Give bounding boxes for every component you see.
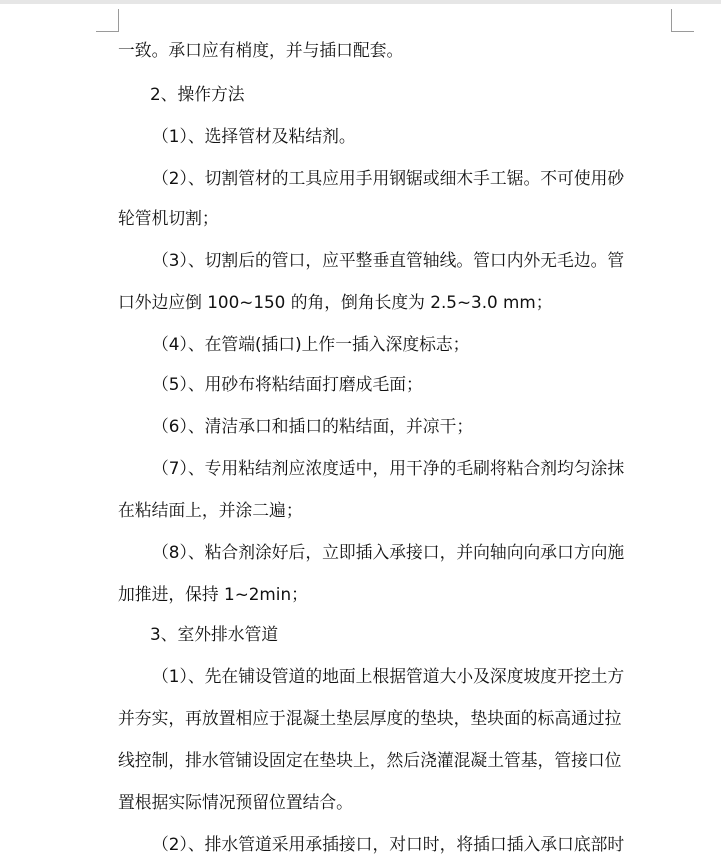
list-item: （6）、清洁承口和插口的粘结面，并凉干； [152,416,474,436]
list-item: （8）、粘合剂涂好后，立即插入承接口，并向轴向向承口方向施 [152,542,625,562]
list-item: （3）、切割后的管口，应平整垂直管轴线。管口内外无毛边。管 [152,250,625,270]
text-line: 加推进，保持 1~2min； [118,584,308,604]
text-line: 置根据实际情况预留位置结合。 [118,792,353,812]
list-item: （4）、在管端(插口)上作一插入深度标志； [152,334,470,354]
page-top-edge [0,0,721,4]
section-heading: 3、室外排水管道 [150,624,279,644]
list-item: （2）、切割管材的工具应用手用钢锯或细木手工锯。不可使用砂 [152,168,625,188]
list-item: （5）、用砂布将粘结面打磨成毛面； [152,374,423,394]
right-margin-corner-mark [671,9,694,32]
text-line: 一致。承口应有梢度，并与插口配套。 [118,40,404,60]
text-line: 口外边应倒 100~150 的角，倒角长度为 2.5~3.0 mm； [118,292,553,312]
section-heading: 2、操作方法 [150,84,245,104]
list-item: （1）、选择管材及粘结剂。 [152,126,356,146]
list-item: （1）、先在铺设管道的地面上根据管道大小及深度坡度开挖土方 [152,666,625,686]
text-line: 并夯实，再放置相应于混凝土垫层厚度的垫块，垫块面的标高通过拉 [118,708,622,728]
text-line: 轮管机切割； [118,208,219,228]
text-line: 线控制，排水管铺设固定在垫块上，然后浇灌混凝土管基，管接口位 [118,750,622,770]
list-item: （7）、专用粘结剂应浓度适中，用干净的毛刷将粘合剂均匀涂抹 [152,458,625,478]
text-line: 在粘结面上，并涂二遍； [118,500,303,520]
list-item: （2）、排水管道采用承插接口，对口时，将插口插入承口底部时 [152,834,625,854]
left-margin-corner-mark [96,9,119,32]
